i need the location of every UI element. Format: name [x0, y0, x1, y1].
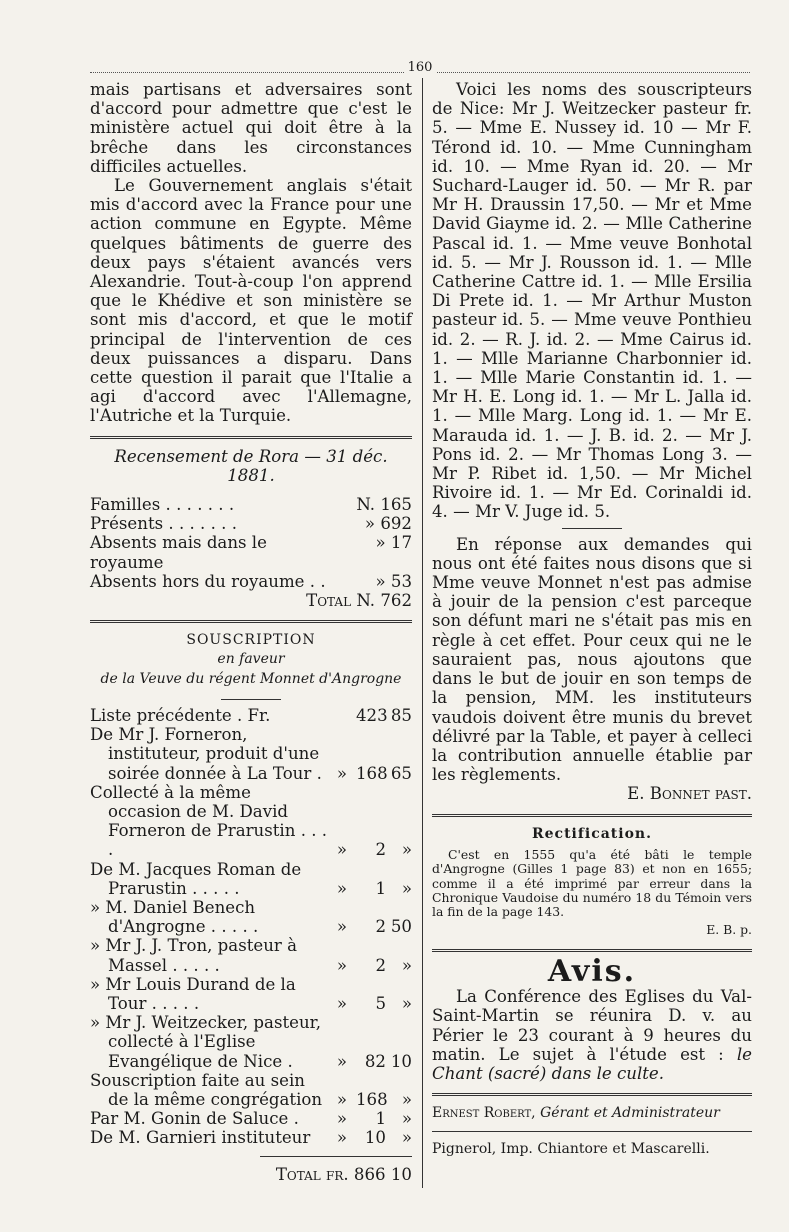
entry-amount: 168 — [356, 1089, 388, 1109]
census-row-label: Présents . . . . . . . — [90, 514, 237, 534]
manager-name: Ernest Robert, — [432, 1105, 536, 1122]
census-row-label: Familles . . . . . . . — [90, 495, 235, 515]
entry-amount: 1 — [375, 878, 386, 898]
entry-cents: 10 — [390, 1051, 412, 1071]
manager-role: Gérant et Administrateur — [540, 1105, 720, 1122]
entry-cents: » — [401, 955, 412, 975]
entry-currency: » — [336, 1109, 348, 1129]
entry-cents: » — [401, 878, 412, 898]
entry-amount: 82 — [364, 1051, 386, 1071]
entry-amount: 423 — [356, 705, 388, 725]
subscription-entry — [90, 725, 412, 783]
entry-currency: » — [336, 763, 348, 783]
entry-currency: » — [336, 1128, 348, 1148]
section-divider — [90, 436, 412, 439]
avis-section — [432, 953, 752, 1083]
section-divider — [432, 814, 752, 817]
response-paragraph: En réponse aux demandes qui nous ont été faites nous disons que si Mme veuve Monnet n'est pas admise à jouir de la pension c'est parceque son défunt mari ne s'était pas mis en règle à cet effet. Pour ceux qui ne le sauraient pas, nous ajoutons que dans le but de jouir en son temps de la pension, MM. les instituteurs vaudois doivent être munis du brevet délivré par la Table, et payer à celleci la contribution annuelle établie par les règlements. — [432, 534, 752, 785]
entry-label: » M. Daniel Benech d'Angrogne . . . . . — [90, 897, 259, 937]
avis-body: La Conférence des Eglises du Val-Saint-Martin se réunira D. v. au Périer le 23 courant à 9 heures du matin. — [432, 987, 752, 1064]
entry-label: Par M. Gonin de Saluce . — [90, 1109, 299, 1129]
entry-label: De Mr J. Forneron, instituteur, produit d'une soirée donnée à La Tour . — [90, 725, 322, 783]
census-row-value: N. 165 — [356, 495, 412, 515]
subscription-entry — [90, 1013, 412, 1071]
politics-paragraph-2: Le Gouvernement anglais s'était mis d'accord avec la France pour une action commune en Egypte. Même quelques bâtiments de guerre des deux pays s'étaient avancés vers Alexandrie. Tout-à-coup l'on apprend que le Khédive et son ministère se sont mis d'accord, et que le motif principal de l'intervention de ces deux puissances a disparu. Dans cette question il parait que l'Italie a agi d'accord avec l'Allemagne, l'Autriche et la Turquie. — [90, 176, 412, 426]
entry-currency: » — [336, 1051, 348, 1071]
short-rule — [221, 699, 281, 700]
total-rule — [260, 1156, 412, 1157]
entry-label: Liste précédente . Fr. — [90, 705, 271, 725]
entry-cents: 65 — [390, 763, 412, 783]
entry-cents: » — [401, 1089, 412, 1109]
entry-currency: » — [336, 955, 348, 975]
census-section — [90, 447, 412, 611]
entry-amount: 168 — [356, 763, 388, 783]
avis-subject-value: le Chant (sacré) dans le culte. — [432, 1044, 752, 1083]
avis-subject-label: Le sujet à l'étude est : — [498, 1044, 724, 1064]
rectification-signature: E. B. p. — [706, 921, 752, 937]
manager-line — [432, 1104, 752, 1123]
entry-currency: » — [336, 1089, 348, 1109]
entry-currency: » — [336, 993, 348, 1013]
column-divider — [422, 78, 423, 1188]
entry-currency: » — [336, 840, 348, 860]
subscription-subtitle-2: de la Veuve du régent Monnet d'Angrogne — [100, 670, 402, 687]
entry-amount: 2 — [375, 840, 386, 860]
entry-amount: 1 — [375, 1109, 386, 1129]
census-row — [90, 572, 412, 591]
footer-rule — [432, 1131, 752, 1132]
printer-line: Pignerol, Imp. Chiantore et Mascarelli. — [432, 1141, 710, 1158]
response-signature: E. Bonnet past. — [627, 784, 752, 804]
entry-cents: » — [401, 840, 412, 860]
entry-currency: » — [336, 917, 348, 937]
entry-amount: 2 — [375, 955, 386, 975]
subscription-entry — [90, 975, 412, 1013]
census-row-value: » 17 — [375, 533, 412, 553]
entry-cents: » — [401, 1109, 412, 1129]
census-total: Total N. 762 — [306, 591, 412, 611]
subscription-entry — [90, 1128, 412, 1147]
census-title: Recensement de Rora — 31 déc. 1881. — [114, 446, 388, 485]
entry-cents: 85 — [390, 705, 412, 725]
subscribers-paragraph: Voici les noms des souscripteurs de Nice: Mr J. Weitzecker pasteur fr. 5. — Mme E. Nussey id. 10 — Mr F. Térond id. 10. — Mme Cunningham id. 10. — Mme Ryan id. 20. — Mr Suchard-Lauger id. 50. — Mr R. par Mr H. Draussin 17,50. — Mr et Mme David Giayme id. 2. — Mlle Catherine Pascal id. 1. — Mme veuve Bonhotal id. 5. — Mr J. Rousson id. 1. — Mlle Catherine Cattre id. 1. — Mlle Ersilia Di Prete id. 1. — Mr Arthur Muston pasteur id. 5. — Mme veuve Ponthieu id. 2. — R. J. id. 2. — Mme Cairus id. 1. — Mlle Marianne Charbonnier id. 1. — Mlle Marie Constantin id. 1. — Mr H. E. Long id. 1. — Mr L. Jalla id. 1. — Mlle Marg. Long id. 1. — Mr E. Marauda id. 1. — J. B. id. 2. — Mr J. Pons id. 2. — Mr Thomas Long 3. — Mr P. Ribet id. 1,50. — Mr Michel Rivoire id. 1. — Mr Ed. Corinaldi id. 4. — Mr V. Juge id. 5. — [432, 80, 752, 522]
census-row-label: Absents mais dans le royaume — [90, 533, 267, 572]
entry-currency: » — [336, 878, 348, 898]
census-row-value: » 692 — [364, 514, 412, 534]
politics-paragraph-1: mais partisans et adversaires sont d'accord pour admettre que c'est le ministère actuel qui doit être à la brêche dans les circonstances difficiles actuelles. — [90, 80, 412, 176]
left-column — [90, 80, 412, 1184]
subscription-entry — [90, 706, 412, 725]
entry-label: » Mr J. Weitzecker, pasteur, collecté à l'Eglise Evangélique de Nice . — [90, 1013, 322, 1071]
rectification-text: C'est en 1555 qu'a été bâti le temple d'Angrogne (Gilles 1 page 83) et non en 1655; comme il a été imprimé par erreur dans la Chronique Vaudoise du numéro 18 du Témoin vers la fin de la page 143. — [432, 846, 752, 920]
section-divider — [432, 1093, 752, 1096]
entry-label: De M. Jacques Roman de Prarustin . . . . . — [90, 859, 302, 898]
census-row — [90, 514, 412, 533]
entry-amount: 5 — [375, 993, 386, 1013]
entry-cents: » — [401, 993, 412, 1013]
census-row — [90, 495, 412, 514]
census-row — [90, 533, 412, 571]
right-column — [432, 80, 752, 1160]
entry-label: » Mr J. J. Tron, pasteur à Massel . . . . . — [90, 936, 297, 975]
rectification-title: Rectification. — [532, 825, 652, 842]
avis-title: Avis. — [547, 953, 637, 989]
subscription-entry — [90, 936, 412, 974]
page-header — [90, 58, 750, 73]
subscription-section — [90, 631, 412, 1183]
entry-amount: 2 — [375, 917, 386, 937]
census-row-value: » 53 — [375, 571, 412, 591]
avis-text — [432, 987, 752, 1083]
short-rule — [562, 528, 622, 529]
entry-cents: » — [401, 1128, 412, 1148]
subscription-entry — [90, 783, 412, 860]
subscription-entry — [90, 860, 412, 898]
subscription-subtitle: en faveur — [217, 651, 285, 668]
entry-label: De M. Garnieri instituteur — [90, 1128, 311, 1148]
entry-label: » Mr Louis Durand de la Tour . . . . . — [90, 974, 296, 1013]
entry-label: Souscription faite au sein de la même congrégation — [90, 1070, 323, 1109]
census-row-label: Absents hors du royaume . . — [90, 571, 326, 591]
page-number: 160 — [404, 60, 437, 75]
subscription-heading: SOUSCRIPTION — [186, 632, 316, 649]
subscription-total: Total fr. 866 10 — [275, 1164, 412, 1184]
section-divider — [432, 949, 752, 952]
subscription-entry — [90, 1109, 412, 1128]
section-divider — [90, 620, 412, 623]
entry-amount: 10 — [364, 1128, 386, 1148]
subscription-entry — [90, 1071, 412, 1109]
rectification-section — [432, 825, 752, 939]
entry-label: Collecté à la même occasion de M. David Forneron de Prarustin . . . . — [90, 782, 328, 860]
entry-cents: 50 — [390, 917, 412, 937]
subscription-entry — [90, 898, 412, 936]
